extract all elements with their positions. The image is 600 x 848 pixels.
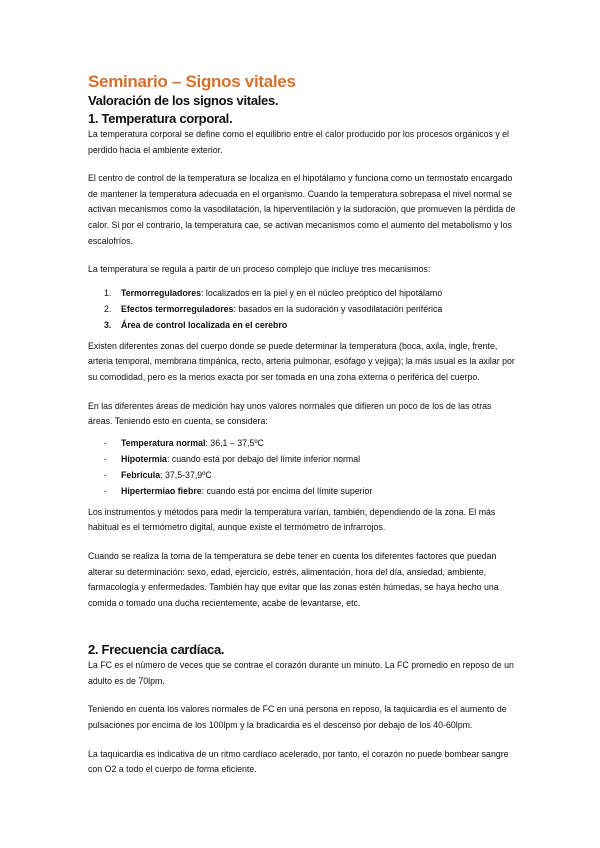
list-desc: : 36,1 – 37,5ºC — [205, 437, 264, 448]
paragraph: El centro de control de la temperatura se localiza en el hipotálamo y funciona como un termostato encargado de mantener la temperatura adecuada en el organismo. Cuando la temperatura sobrepasa el nivel normal se activan mecanismos como la vasodilatación, la hiperventilación y la sudoración, que promueven la pérdida de calor. Si por el contrario, la temperatura cae, se activan mecanismos como el aumento del metabolismo y los escalofríos. — [88, 173, 516, 246]
paragraph: La temperatura se regula a partir de un proceso complejo que incluye tres mecanismos: — [88, 264, 431, 275]
list-item — [88, 301, 518, 317]
document-title: Seminario – Signos vitales — [88, 72, 296, 91]
list-desc: : cuando está por debajo del límite inferior normal — [166, 453, 361, 464]
list-item — [88, 317, 518, 333]
paragraph: Cuando se realiza la toma de la temperatura se debe tener en cuenta los diferentes factores que puedan alterar su determinación: sexo, edad, ejercicio, estrés, alimentación, hora del día, ansiedad, ambiente, farmacología y enfermedades. También hay que evitar que las zonas estén húmedas, se haya hecho una comida o tomado una ducha recientemente, acabe de levantarse, etc. — [88, 550, 499, 608]
dash-bullet: - — [104, 453, 107, 464]
section-2-heading: 2. Frecuencia cardíaca. — [88, 642, 225, 658]
paragraph: La taquicardia es indicativa de un ritmo cardíaco acelerado, por tanto, el corazón no puede bombear sangre con O2 a todo el cuerpo de forma eficiente. — [88, 748, 509, 775]
list-number: 2. — [104, 303, 112, 314]
dash-bullet: - — [104, 469, 107, 480]
list-item — [88, 467, 518, 483]
list-term: Hipotermia — [121, 453, 167, 464]
paragraph: La temperatura corporal se define como el equilibrio entre el calor producido por los procesos orgánicos y el perdido hacia el ambiente exterior. — [88, 129, 510, 155]
paragraph: En las diferentes áreas de medición hay unos valores normales que difieren un poco de los de las otras áreas. Teniendo esto en cuenta, se considera: — [88, 400, 492, 427]
list-item — [88, 451, 518, 467]
dash-bullet: - — [104, 437, 107, 448]
values-list — [88, 435, 518, 499]
list-desc: : basados en la sudoración y vasodilatación periférica — [233, 303, 443, 314]
paragraph: Los instrumentos y métodos para medir la temperatura varían, también, dependiendo de la zona. El más habitual es el termómetro digital, aunque existe el termómetro de infrarrojos. — [88, 506, 496, 533]
list-number: 3. — [104, 319, 112, 330]
paragraph: La FC es el número de veces que se contrae el corazón durante un minuto. La FC promedio en reposo de un adulto es de 70lpm. — [88, 660, 514, 686]
list-term: Febrícula — [121, 469, 161, 480]
list-term: Área de control localizada en el cerebro — [121, 319, 288, 330]
list-term: Temperatura normal — [121, 437, 206, 448]
mechanisms-list — [88, 285, 518, 333]
list-term: Termorreguladores — [121, 287, 202, 298]
list-desc: : 37,5-37,9ºC — [160, 469, 212, 480]
list-desc: : localizados en la piel y en el núcleo preóptico del hipotálamo — [201, 287, 443, 298]
paragraph: Teniendo en cuenta los valores normales de FC en una persona en reposo, la taquicardia es el aumento de pulsaciones por encima de los 100lpm y la bradicardia es el descenso por debajo de los 40-60lpm. — [88, 704, 507, 731]
section-1-heading: 1. Temperatura corporal. — [88, 111, 233, 126]
document-subtitle: Valoración de los signos vitales. — [88, 93, 279, 108]
document-page — [88, 72, 518, 778]
list-term: Hipertermiao fiebre — [121, 485, 202, 496]
list-desc: : cuando está por encima del límite superior — [201, 485, 373, 496]
list-item — [88, 483, 518, 499]
list-term: Efectos termorreguladores — [121, 303, 234, 314]
paragraph: Existen diferentes zonas del cuerpo donde se puede determinar la temperatura (boca, axila, ingle, frente, arteria temporal, membrana timpánica, recto, arteria pulmonar, esófago y vejiga); la más usual es la axilar por su comodidad, pero es la menos exacta por ser tomada en una zona externa o periférica del cuerpo. — [88, 340, 515, 382]
list-item — [88, 435, 518, 451]
list-number: 1. — [104, 287, 112, 298]
dash-bullet: - — [104, 485, 107, 496]
list-item — [88, 285, 518, 301]
